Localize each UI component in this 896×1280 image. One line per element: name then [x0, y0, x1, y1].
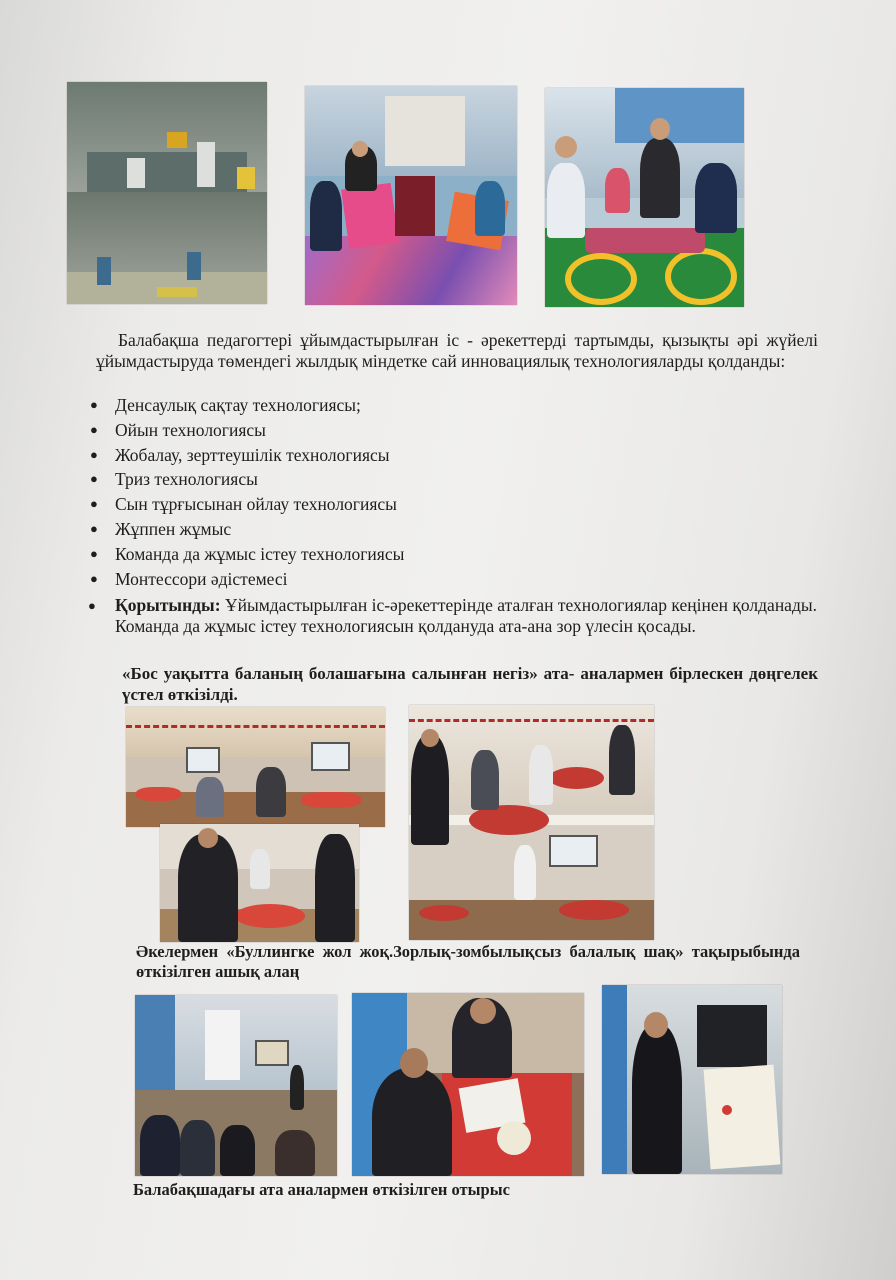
conclusion-text: Ұйымдастырылған іс-әрекеттерінде аталған технологиялар кеңінен қолданады. Команда да жұмыс істеу технологиясын қолдануда ата-ана зор үлесін қосады. — [115, 595, 817, 636]
list-item — [88, 393, 818, 418]
list-item — [88, 467, 818, 492]
bullet-icon: ● — [90, 496, 98, 512]
technology-list — [88, 393, 818, 591]
caption-parents-meeting: Балабақшадағы ата аналармен өткізілген отырыс — [133, 1180, 510, 1199]
list-item-text: Ойын технологиясы — [115, 419, 266, 440]
list-item-text: Команда да жұмыс істеу технологиясы — [115, 543, 405, 564]
list-item — [88, 567, 818, 592]
event-title: «Бос уақытта баланың болашағына салынған негіз» ата- аналармен бірлескен дөңгелек үстел өткізілді. — [122, 664, 818, 704]
bullet-icon: ● — [88, 598, 96, 613]
list-item — [88, 542, 818, 567]
photo-children-carpet-table — [545, 88, 744, 307]
photo-teacher-whiteboard — [602, 985, 782, 1174]
list-item-text: Монтессори әдістемесі — [115, 568, 288, 589]
bullet-icon: ● — [90, 397, 98, 412]
photo-parents-classroom-1 — [126, 707, 385, 827]
list-item-text: Триз технологиясы — [115, 469, 258, 490]
photo-children-yurt-felt — [305, 86, 517, 305]
bullet-icon: ● — [90, 545, 98, 561]
list-item — [88, 418, 818, 443]
bullet-icon: ● — [90, 471, 98, 487]
bullet-icon: ● — [90, 570, 98, 586]
bullet-icon: ● — [90, 446, 98, 462]
list-item-text: Жұппен жұмыс — [115, 518, 232, 539]
list-item — [88, 492, 818, 517]
list-item — [88, 443, 818, 468]
conclusion-label: Қорытынды: — [115, 595, 221, 615]
photo-outdoor-traffic-playground — [67, 82, 267, 304]
list-item-text: Денсаулық сақтау технологиясы; — [115, 395, 361, 415]
intro-paragraph: Балабақша педагогтері ұйымдастырылған іс - әрекеттерді тартымды, қызықты әрі жүйелі ұйымдастыруда төмендегі жылдық міндетке сай инновациялық технологияларды қолданды: — [96, 330, 818, 371]
list-item-text: Сын тұрғысынан ойлау технологиясы — [115, 494, 397, 515]
conclusion-paragraph — [88, 595, 817, 637]
list-item-text: Жобалау, зерттеушілік технологиясы — [115, 444, 390, 465]
caption-open-area: Әкелермен «Буллингке жол жоқ.Зорлық-зомбылықсыз балалық шақ» тақырыбында өткізілген ашық алаң — [136, 942, 800, 981]
photo-fathers-meeting-collage — [409, 705, 654, 940]
photo-parents-classroom-2 — [160, 824, 359, 942]
photo-parents-drawing — [352, 993, 584, 1176]
bullet-icon: ● — [90, 520, 98, 536]
photo-meeting-hall — [135, 995, 337, 1176]
list-item — [88, 517, 818, 542]
bullet-icon: ● — [90, 421, 98, 437]
